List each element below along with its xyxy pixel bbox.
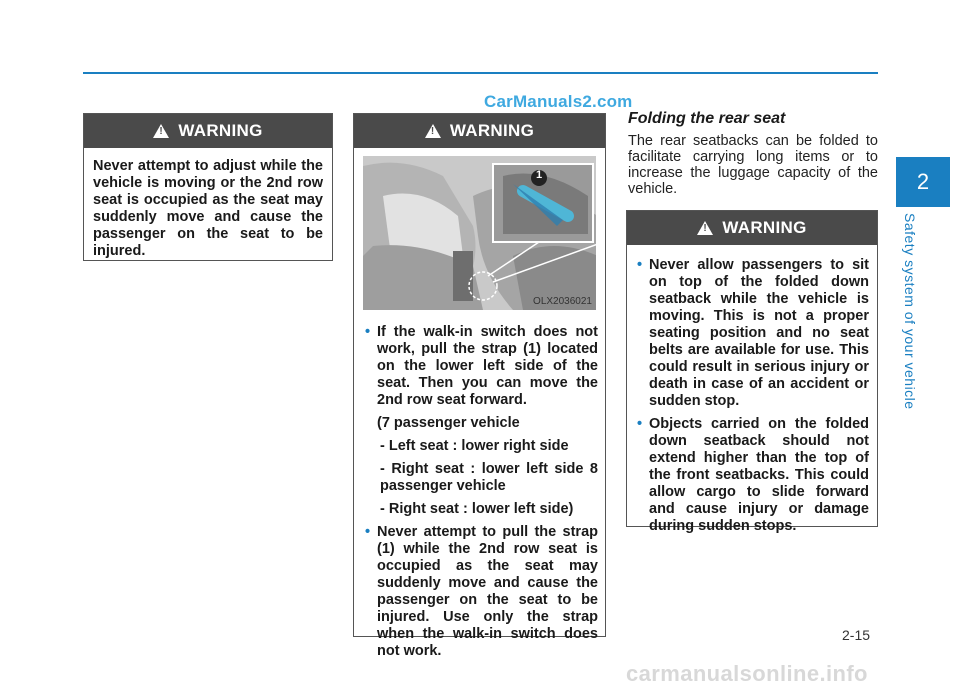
- warning-header: [354, 114, 605, 148]
- list-item: • Never attempt to pull the strap (1) while the 2nd row seat is occupied as the seat may suddenly move and cause the passenger on the seat to be injured. Use only the strap when the walk-in switch does not work.: [365, 524, 598, 660]
- warning-label: WARNING: [178, 121, 263, 140]
- warning-bullets: [627, 257, 877, 535]
- site-watermark[interactable]: CarManuals2.com: [484, 92, 633, 111]
- section-title: Folding the rear seat: [628, 110, 786, 127]
- warning-box-folded-seat: [626, 210, 878, 534]
- bottom-watermark: carmanualsonline.info: [626, 661, 868, 686]
- warning-text: Never attempt to adjust while the vehicle is moving or the 2nd row seat is occupied as the seat may suddenly move and cause the passenger on the seat to be injured.: [93, 158, 323, 259]
- warning-bullets: [354, 324, 605, 409]
- image-code: OLX2036021: [533, 296, 592, 307]
- warning-box-walk-in: [353, 113, 606, 659]
- top-rule: [83, 72, 878, 74]
- seat-illustration: [363, 156, 596, 310]
- list-item: • Objects carried on the folded down seatback should not extend higher than the top of the front seatbacks. This could allow cargo to slide forward and cause injury or damage during sudden stops.: [637, 416, 869, 535]
- warning-triangle-icon: [153, 124, 169, 138]
- list-item: • If the walk-in switch does not work, pull the strap (1) located on the lower left side of the seat. Then you can move the 2nd row seat forward.: [365, 324, 598, 409]
- callout-number: 1: [535, 169, 543, 181]
- warning-label: WARNING: [449, 121, 535, 140]
- sub-text: (7 passenger vehicle: [377, 415, 520, 431]
- warning-box-adjust: [83, 113, 333, 261]
- warning-header: [627, 211, 877, 245]
- seat-strap-photo: [363, 156, 596, 310]
- warning-header: [84, 114, 332, 148]
- warning-triangle-icon: [697, 221, 713, 235]
- chapter-title: Safety system of your vehicle: [902, 213, 918, 410]
- list-item: • Never allow passengers to sit on top of the folded down seatback while the vehicle is moving. This is not a proper seating position and no seat belts are available for use. This could result in serious injury or death in case of an accident or sudden stop.: [637, 257, 869, 410]
- section-body: The rear seatbacks can be folded to facilitate carrying long items or to increase the luggage capacity of the vehicle.: [628, 133, 878, 197]
- sub-text: - Left seat : lower right side: [380, 438, 569, 454]
- warning-bullets: [354, 524, 605, 660]
- chapter-title-vertical: [902, 213, 920, 410]
- sub-text: - Right seat : lower left side 8 passenger vehicle: [380, 461, 598, 494]
- warning-label: WARNING: [722, 218, 807, 237]
- page-number: 2-15: [842, 627, 871, 643]
- warning-triangle-icon: [425, 124, 441, 138]
- sub-text: - Right seat : lower left side): [380, 501, 574, 517]
- chapter-tab: 2: [896, 157, 950, 207]
